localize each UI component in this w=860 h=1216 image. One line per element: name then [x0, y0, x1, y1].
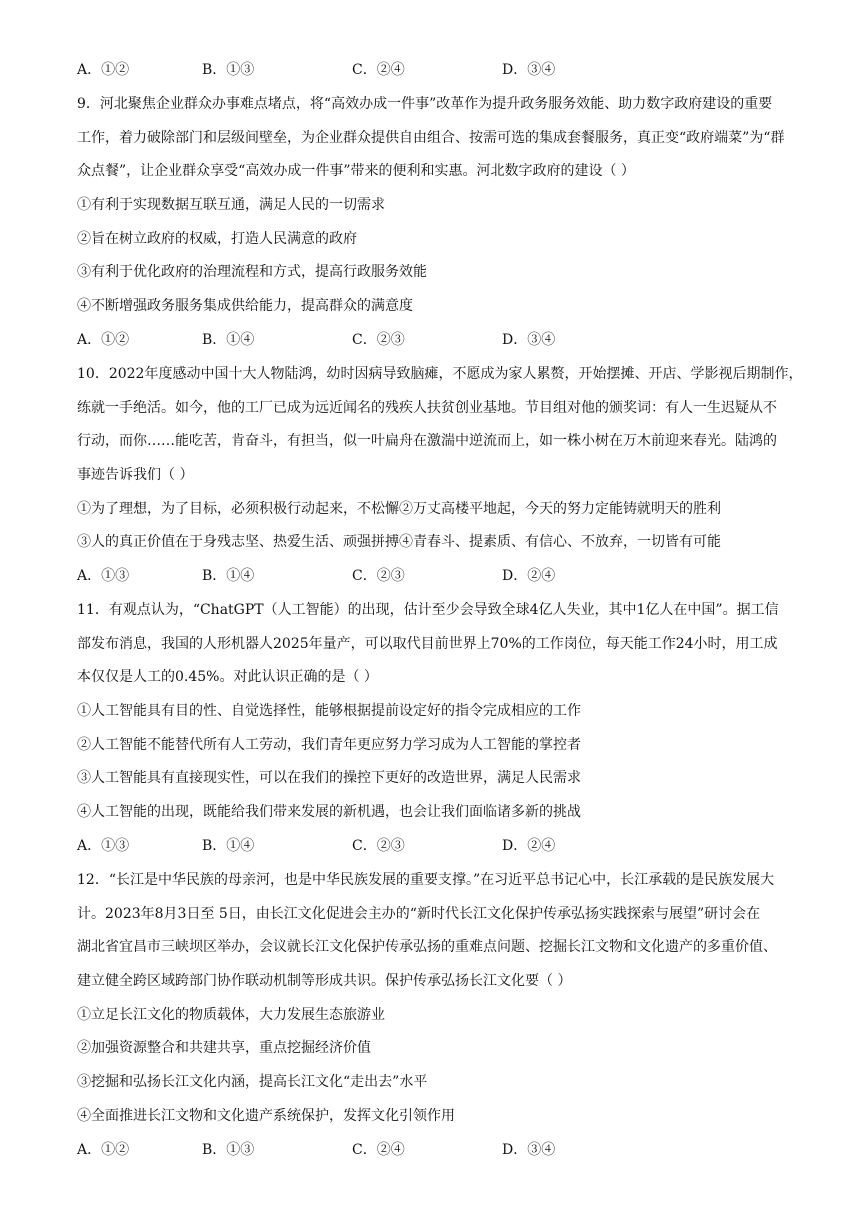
q12-statement-2: ②加强资源整合和共建共享，重点挖掘经济价值 [77, 1040, 371, 1056]
q11-option-c[interactable]: C．②③ [352, 838, 405, 854]
q11-stem-line-2: 部发布消息，我国的人形机器人2025年量产，可以取代目前世界上70%的工作岗位，每天能工作24小时，用工成 [77, 636, 778, 652]
q10-options [77, 566, 677, 586]
q9-statement-4: ④不断增强政务服务集成供给能力，提高群众的满意度 [77, 298, 413, 314]
q12-option-c[interactable]: C．②④ [352, 1142, 405, 1158]
q8-option-c[interactable]: C．②④ [352, 62, 405, 78]
q12-option-d[interactable]: D．③④ [502, 1142, 556, 1158]
q11-option-a[interactable]: A．①③ [77, 838, 130, 854]
q10-stem-line-2: 练就一手绝活。如今，他的工厂已成为远近闻名的残疾人扶贫创业基地。节目组对他的颁奖词：有人一生迟疑从不 [77, 400, 777, 416]
q11-option-d[interactable]: D．②④ [502, 838, 556, 854]
q12-stem-line-2: 计。2023年8月3日至 5日，由长江文化促进会主办的“新时代长江文化保护传承弘扬实践探索与展望”研讨会在 [77, 906, 761, 922]
q9-options [77, 330, 677, 350]
q11-statement-2: ②人工智能不能替代所有人工劳动，我们青年更应努力学习成为人工智能的掌控者 [77, 737, 581, 753]
q9-option-b[interactable]: B．①④ [202, 332, 255, 348]
q8-option-d[interactable]: D．③④ [502, 62, 556, 78]
q12-stem-line-4: 建立健全跨区域跨部门协作联动机制等形成共识。保护传承弘扬长江文化要（ ） [77, 973, 572, 989]
q11-option-b[interactable]: B．①④ [202, 838, 255, 854]
q9-option-a[interactable]: A．①② [77, 332, 130, 348]
q11-stem-line-1: 11．有观点认为，“ChatGPT（人工智能）的出现，估计至少会导致全球4亿人失业，其中1亿人在中国”。据工信 [77, 602, 779, 618]
q11-statement-1: ①人工智能具有目的性、自觉选择性，能够根据提前设定好的指令完成相应的工作 [77, 703, 581, 719]
q11-stem-line-3: 本仅仅是人工的0.45%。对此认识正确的是（ ） [77, 669, 378, 685]
q9-stem-line-1: 9．河北聚焦企业群众办事难点堵点，将“高效办成一件事”改革作为提升政务服务效能、助力数字政府建设的重要 [77, 96, 773, 112]
q8-option-a[interactable]: A．①② [77, 62, 130, 78]
q10-statement-line-1: ①为了理想，为了目标，必须积极行动起来，不松懈②万丈高楼平地起，今天的努力定能铸就明天的胜利 [77, 501, 721, 517]
q11-statement-4: ④人工智能的出现，既能给我们带来发展的新机遇，也会让我们面临诸多新的挑战 [77, 804, 581, 820]
q12-stem-line-3: 湖北省宜昌市三峡坝区举办，会议就长江文化保护传承弘扬的重难点问题、挖掘长江文物和文化遗产的多重价值、 [77, 939, 777, 955]
q10-stem-line-3: 行动，而你……能吃苦，肯奋斗，有担当，似一叶扁舟在激湍中逆流而上，如一株小树在万木前迎来春光。陆鸿的 [77, 433, 777, 449]
q11-statement-3: ③人工智能具有直接现实性，可以在我们的操控下更好的改造世界，满足人民需求 [77, 770, 581, 786]
q10-option-d[interactable]: D．②④ [502, 568, 556, 584]
q12-option-a[interactable]: A．①② [77, 1142, 130, 1158]
q12-statement-3: ③挖掘和弘扬长江文化内涵，提高长江文化“走出去”水平 [77, 1074, 428, 1090]
q10-option-c[interactable]: C．②③ [352, 568, 405, 584]
q12-stem-line-1: 12．“长江是中华民族的母亲河，也是中华民族发展的重要支撑。”在习近平总书记心中，长江承载的是民族发展大 [77, 872, 775, 888]
q10-option-b[interactable]: B．①④ [202, 568, 255, 584]
q11-options [77, 836, 677, 856]
q9-stem-line-2: 工作，着力破除部门和层级间壁垒，为企业群众提供自由组合、按需可选的集成套餐服务，真正变“政府端菜”为“群 [77, 130, 785, 146]
q10-stem-line-4: 事迹告诉我们（ ） [77, 467, 194, 483]
q8-option-b[interactable]: B．①③ [202, 62, 255, 78]
q12-option-b[interactable]: B．①③ [202, 1142, 255, 1158]
q12-statement-4: ④全面推进长江文物和文化遗产系统保护，发挥文化引领作用 [77, 1108, 455, 1124]
q9-option-c[interactable]: C．②③ [352, 332, 405, 348]
q9-statement-1: ①有利于实现数据互联互通，满足人民的一切需求 [77, 197, 385, 213]
q10-option-a[interactable]: A．①③ [77, 568, 130, 584]
q12-statement-1: ①立足长江文化的物质载体，大力发展生态旅游业 [77, 1007, 385, 1023]
q12-options [77, 1140, 677, 1160]
q10-stem-line-1: 10．2022年度感动中国十大人物陆鸿，幼时因病导致脑瘫，不愿成为家人累赘，开始摆摊、开店、学影视后期制作， [77, 366, 803, 382]
q9-stem-line-3: 众点餐”，让企业群众享受“高效办成一件事”带来的便利和实惠。河北数字政府的建设（ ） [77, 163, 635, 179]
q9-option-d[interactable]: D．③④ [502, 332, 556, 348]
q9-statement-2: ②旨在树立政府的权威，打造人民满意的政府 [77, 231, 357, 247]
q8-options [77, 60, 677, 80]
q9-statement-3: ③有利于优化政府的治理流程和方式，提高行政服务效能 [77, 264, 427, 280]
q10-statement-line-2: ③人的真正价值在于身残志坚、热爱生活、顽强拼搏④青春斗、提素质、有信心、不放弃，一切皆有可能 [77, 534, 721, 550]
